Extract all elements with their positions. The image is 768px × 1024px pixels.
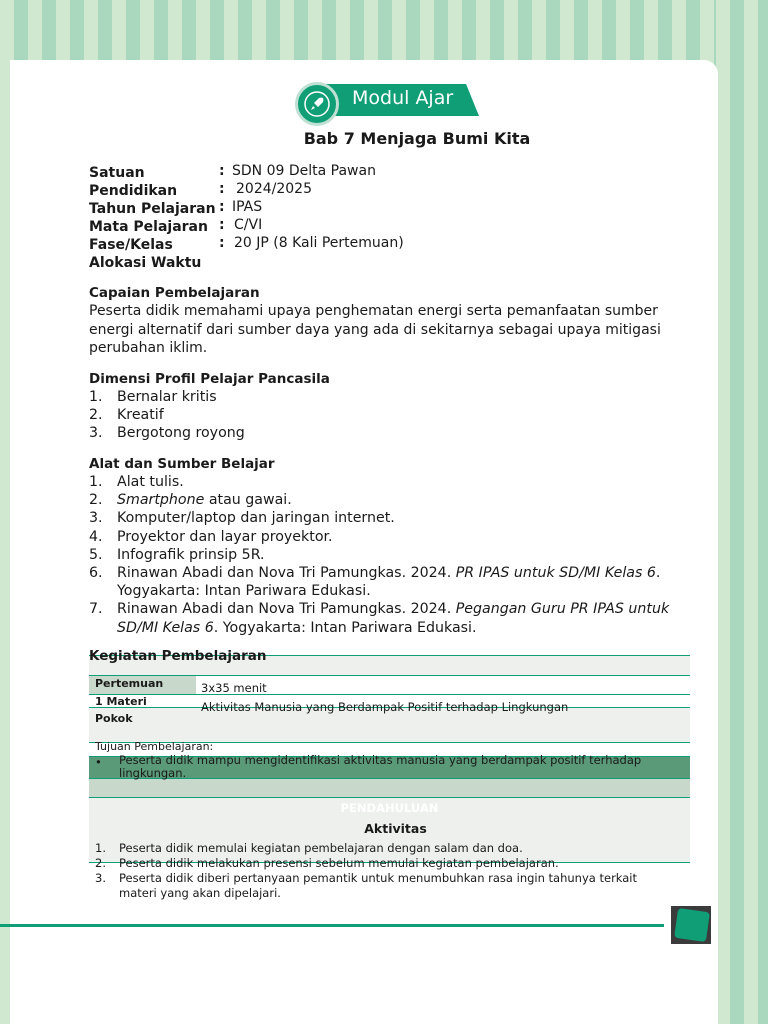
info-value: 2024/2025	[236, 181, 312, 197]
materi-label: Pokok	[95, 712, 133, 725]
step-text: Peserta didik melakukan presensi sebelum memulai kegiatan pembelajaran.	[119, 856, 559, 870]
section-title-kegiatan: Kegiatan Pembelajaran	[89, 648, 267, 664]
list-item: 1. Alat tulis.	[89, 474, 184, 490]
list-item: 4. Proyektor dan layar proyektor.	[89, 528, 333, 545]
info-label: Alokasi Waktu	[89, 255, 202, 271]
alat-list	[89, 473, 689, 637]
materi-value: Aktivitas Manusia yang Berdampak Positif terhadap Lingkungan	[201, 700, 569, 714]
divider	[89, 797, 690, 798]
dimensi-list	[89, 388, 689, 443]
info-label: Satuan	[89, 165, 145, 181]
list-item: 7. Rinawan Abadi dan Nova Tri Pamungkas. 2024. Pegangan Guru PR IPAS untuk SD/MI Kelas 6. Yogyakarta: Intan Pariwara Edukasi.	[89, 601, 670, 636]
info-values	[232, 162, 404, 252]
section-title-capaian: Capaian Pembelajaran	[89, 285, 260, 301]
badge-label: Modul Ajar	[352, 87, 454, 109]
list-item: 1. Bernalar kritis	[89, 389, 217, 405]
list-item: 5. Infografik prinsip 5R.	[89, 546, 265, 563]
divider	[89, 694, 690, 695]
bullet: •	[95, 755, 102, 769]
materi-label: 1 Materi	[95, 695, 147, 708]
spacer-row	[89, 778, 690, 798]
list-item: 2. Smartphone atau gawai.	[89, 492, 292, 509]
list-item: 2. Kreatif	[89, 407, 164, 424]
right-stripe-border	[716, 0, 768, 1024]
info-value: SDN 09 Delta Pawan	[232, 163, 376, 179]
pertemuan-label: Pertemuan	[95, 677, 164, 690]
section-title-alat: Alat dan Sumber Belajar	[89, 456, 275, 472]
info-value: IPAS	[232, 199, 263, 215]
info-colons: : : : : :	[219, 163, 225, 251]
page-title: Bab 7 Menjaga Bumi Kita	[303, 129, 531, 148]
step-number: 2.	[95, 856, 106, 870]
step-text: Peserta didik memulai kegiatan pembelajaran dengan salam dan doa.	[119, 841, 523, 855]
info-label: Tahun Pelajaran	[89, 201, 216, 217]
list-item: 3. Bergotong royong	[89, 425, 245, 442]
tujuan-text: Peserta didik mampu mengidentifikasi aktivitas manusia yang berdampak positif terhadap lingkungan.	[119, 753, 642, 780]
footer-rule	[0, 924, 664, 927]
info-label: Pendidikan	[89, 183, 178, 199]
pertemuan-value: 3x35 menit	[201, 681, 267, 695]
step-text: Peserta didik diberi pertanyaan pemantik untuk menumbuhkan rasa ingin tahunya terkait materi yang akan dipelajari.	[119, 871, 637, 900]
step-number: 3.	[95, 871, 106, 885]
info-value: 20 JP (8 Kali Pertemuan)	[234, 235, 404, 251]
capaian-text: Peserta didik memahami upaya penghematan energi serta pemanfaatan sumber energi alternatif dari sumber daya yang ada di sekitarnya sebagai upaya mitigasi perubahan iklim.	[89, 303, 661, 356]
info-label: Fase/Kelas	[89, 237, 173, 253]
list-item: 6. Rinawan Abadi dan Nova Tri Pamungkas. 2024. PR IPAS untuk SD/MI Kelas 6. Yogyakarta: Intan Pariwara Edukasi.	[89, 565, 661, 600]
list-item: 3. Komputer/laptop dan jaringan internet.	[89, 510, 395, 527]
tujuan-label: Tujuan Pembelajaran:	[95, 740, 214, 753]
info-label: Mata Pelajaran	[89, 219, 208, 235]
module-badge	[295, 82, 485, 128]
section-title-dimensi: Dimensi Profil Pelajar Pancasila	[89, 371, 330, 387]
rocket-icon	[295, 82, 339, 126]
page-corner-mark	[674, 908, 710, 942]
pendahuluan-heading: PENDAHULUAN	[340, 801, 439, 815]
step-number: 1.	[95, 841, 106, 855]
info-labels	[89, 164, 216, 272]
aktivitas-heading: Aktivitas	[364, 821, 427, 836]
info-value: C/VI	[234, 217, 263, 233]
divider	[89, 675, 690, 676]
